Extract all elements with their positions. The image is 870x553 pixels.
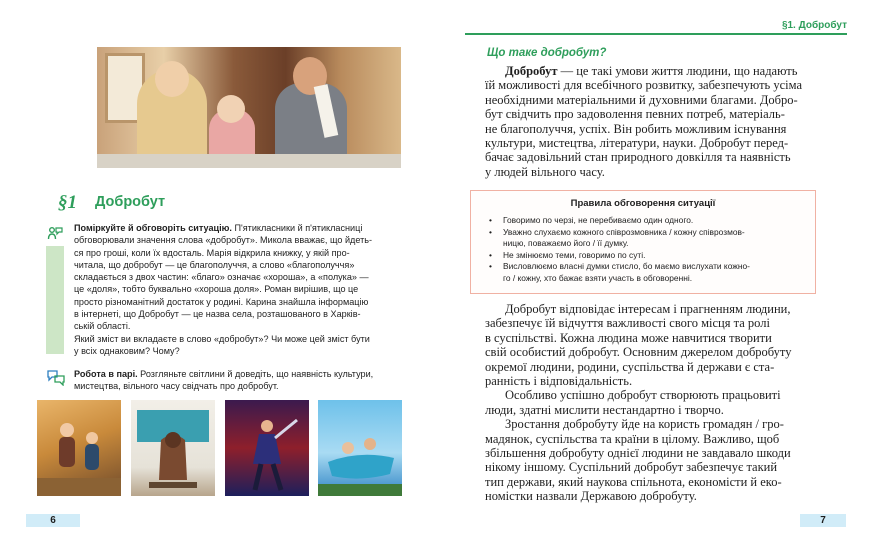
art-gallery-photo [131,400,215,496]
page-number-right: 7 [800,514,846,527]
definition-term: Добробут [505,64,558,78]
page-number-left: 6 [26,514,80,527]
task1-line: в інтернеті, що Добробут — це назва села, розташованого в Харків- [74,309,361,320]
discussion-rules-box [470,190,816,294]
text-line: ранність і відповідальність. [485,374,633,389]
people-discussion-icon [47,226,63,242]
section-number: §1 [58,192,77,213]
amusement-ride-photo [318,400,402,496]
task1-line: ся про гроші, коли їх вдосталь. Марія відкрила книжку, у якій про- [74,247,350,258]
header-rule [465,33,847,35]
task1-line: це «доля», тобто буквально «хороша доля». Роман вирішив, що це [74,284,359,295]
task1-line: читала, що добробут — це благополуччя, а слово «благополуччя» [74,259,355,270]
running-header: §1. Добробут [781,20,847,31]
family-walk-photo [37,400,121,496]
section-title: Добробут [95,194,166,210]
text-line: Добробут відповідає інтересам і прагненням людини, [505,302,791,316]
text-line: їй можливості для всебічного розвитку, забезпечують усіма [485,78,803,93]
rule-item: • Уважно слухаємо кожного співрозмовника / кожну співрозмов- ницю, поважаємо його / її думку. [485,227,805,250]
rule-item: • Не змінюємо теми, говоримо по суті. [485,250,805,262]
text-line: — це такі умови життя людини, що надають [557,64,798,78]
text-line: бачає задовільний стан природного довкілля та наявність [485,150,791,165]
text-line: тип держави, який наукова спільнота, економісти й еко- [485,474,782,489]
task1-line: П'ятикласники й п'ятикласниці [231,223,363,233]
text-line: окремої людини, родини, суспільства й держави є ста- [485,359,775,374]
question-title: Що таке добробут? [487,47,607,59]
task2-text: мистецтва, вільного часу свідчать про добробут. [74,381,279,392]
stage-performance-photo [225,400,309,496]
task1-question: у всіх однаковим? Чому? [74,345,180,356]
text-line: нікому іншому. Суспільний добробут забезпечує такий [485,460,778,475]
text-line: свій особистий добробут. Основним джерелом добробуту [485,345,792,360]
right-page [435,0,870,553]
task1-line: складається з двох частин: «благо» означає «хороша», а «полука» — [74,272,369,283]
text-line: збільшення добробуту однієї людини не завдавало шкоди [485,446,791,461]
rule-item: • Висловлюємо власні думки стисло, бо маємо вислухати кожно- го / кожну, хто бажає взяти участь в обговоренні. [485,261,805,284]
text-line: Особливо успішно добробут створюють працьовиті [505,388,781,403]
text-line: Зростання добробуту йде на користь громадян / гро- [505,417,784,432]
task1-line: ській області. [74,321,131,332]
task1-question: Який зміст ви вкладаєте в слово «добробут»? Чи може цей зміст бути [74,333,370,344]
pair-work-task [74,368,404,393]
text-line: мадянок, суспільства та країни в цілому. Важливо, щоб [485,431,780,446]
pair-chat-icon [47,370,65,386]
rules-list [485,215,805,284]
text-line: забезпечує їй відчуття важливості свого місця та ролі [485,316,770,331]
text-line: бут свідчить про задоволення певних потреб, матеріаль- [485,107,785,122]
text-line: номістки назвали Державою добробуту. [485,489,697,504]
photo-strip [37,400,405,496]
family-cooking-photo [97,47,401,168]
text-line: у людей вільного часу. [485,164,605,179]
task1-lead: Поміркуйте й обговоріть ситуацію. [74,223,232,233]
rules-title: Правила обговорення ситуації [570,198,716,209]
task1-line: обговорювали значення слова «добробут». Микола вважає, що йдеть- [74,235,373,246]
text-line: не благополуччя, успіх. Він робить можливим існування [485,121,787,136]
task2-lead: Робота в парі. [74,369,138,379]
text-line: в суспільстві. Кожна людина може навчитися творити [485,330,772,345]
definition-paragraph [485,64,815,179]
task-accent-bar [46,246,64,354]
rule-item: • Говоримо по черзі, не перебиваємо один одного. [485,215,805,227]
discussion-task [74,222,404,357]
body-text [485,302,815,504]
text-line: необхідними матеріальними й духовними благами. Добро- [485,92,798,107]
text-line: люди, здатні мислити нестандартно і творчо. [485,402,724,417]
task2-text: Розгляньте світлини й доведіть, що наявність культури, [137,369,374,379]
text-line: культури, мистецтва, літератури, науки. Добробут перед- [485,136,789,151]
task1-line: просто різноманітний достаток у родині. Карина знайшла інформацію [74,296,369,307]
